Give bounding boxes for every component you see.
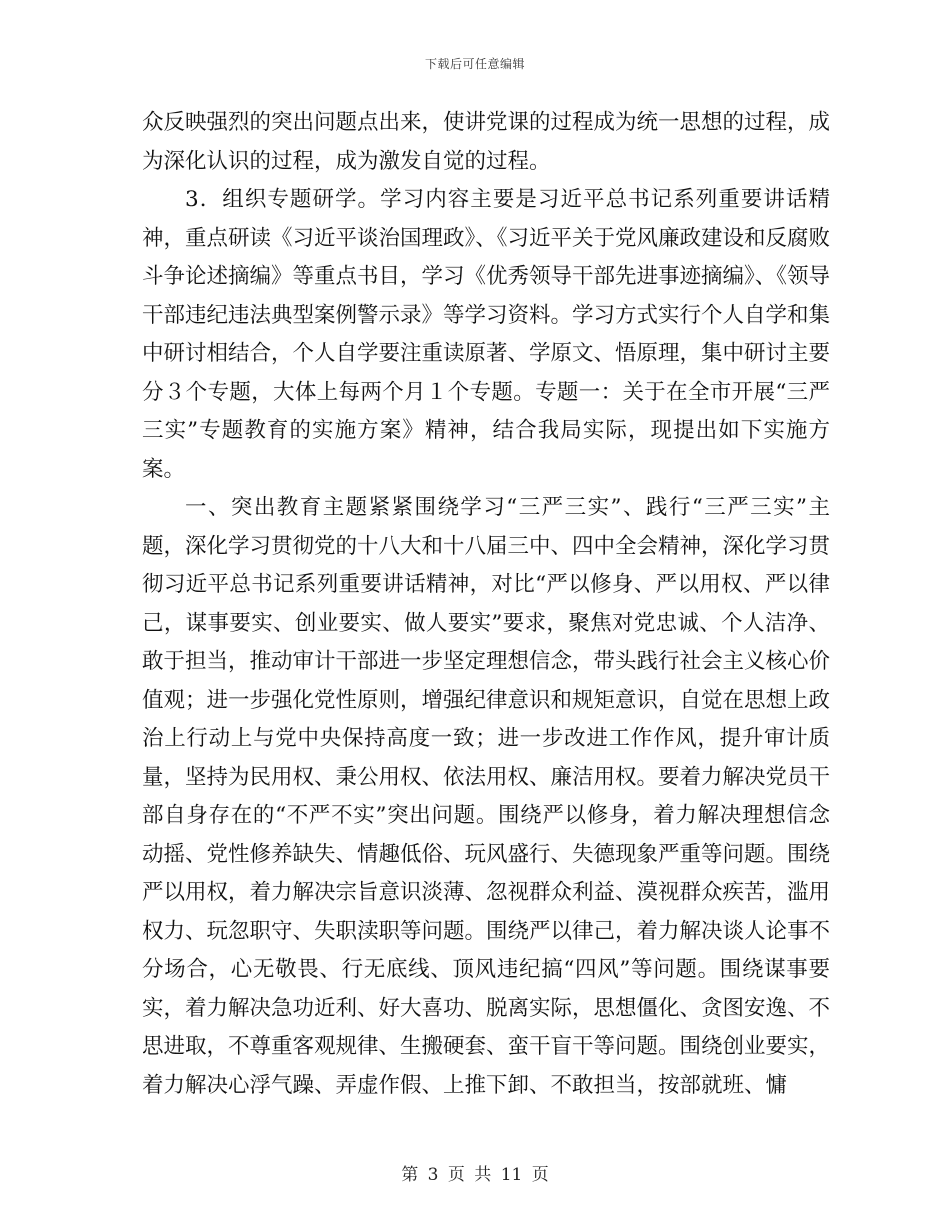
paragraph-education-theme: 一、突出教育主题紧紧围绕学习“三严三实”、践行“三严三实”主题，深化学习贯彻党的十八大和十八届三中、四中全会精神，深化学习贯彻习近平总书记系列重要讲话精神，对比“严以修身、严以用权、严以律己，谋事要实、创业要实、做人要实”要求，聚焦对党忠诚、个人洁净、敢于担当，推动审计干部进一步坚定理想信念，带头践行社会主义核心价值观；进一步强化党性原则，增强纪律意识和规矩意识，自觉在思想上政治上行动上与党中央保持高度一致；进一步改进工作作风，提升审计质量，坚持为民用权、秉公用权、依法用权、廉洁用权。要着力解决党员干部自身存在的“不严不实”突出问题。围绕严以修身，着力解决理想信念动摇、党性修养缺失、情趣低俗、玩风盛行、失德现象严重等问题。围绕严以用权，着力解决宗旨意识淡薄、忽视群众利益、漠视群众疾苦，滥用权力、玩忽职守、失职渎职等问题。围绕严以律己，着力解决谈人论事不分场合，心无敬畏、行无底线、顶风违纪搞“四风”等问题。围绕谋事要实，着力解决急功近利、好大喜功、脱离实际，思想僵化、贪图安逸、不思进取，不尊重客观规律、生搬硬套、蛮干盲干等问题。围绕创业要实，着力解决心浮气躁、弄虚作假、上推下卸、不敢担当，按部就班、慵 xyxy=(142,495,831,1098)
paragraph-topic-study: 3．组织专题研学。学习内容主要是习近平总书记系列重要讲话精神，重点研读《习近平谈治国理政》、《习近平关于党风廉政建设和反腐败斗争论述摘编》等重点书目，学习《优秀领导干部先进事迹摘编》、《领导干部违纪违法典型案例警示录》等学习资料。学习方式实行个人自学和集中研讨相结合，个人自学要注重读原著、学原文、悟原理，集中研讨主要分３个专题，大体上每两个月１个专题。专题一：关于在全市开展“三严三实”专题教育的实施方案》精神，结合我局实际，现提出如下实施方案。 xyxy=(142,187,831,482)
body-text xyxy=(142,104,830,1105)
page-number: 第 3 页 共 11 页 xyxy=(401,1165,549,1185)
page-header: 下载后可任意编辑 xyxy=(424,57,525,71)
paragraph-continuation: 众反映强烈的突出问题点出来，使讲党课的过程成为统一思想的过程，成为深化认识的过程，成为激发自觉的过程。 xyxy=(142,110,831,174)
